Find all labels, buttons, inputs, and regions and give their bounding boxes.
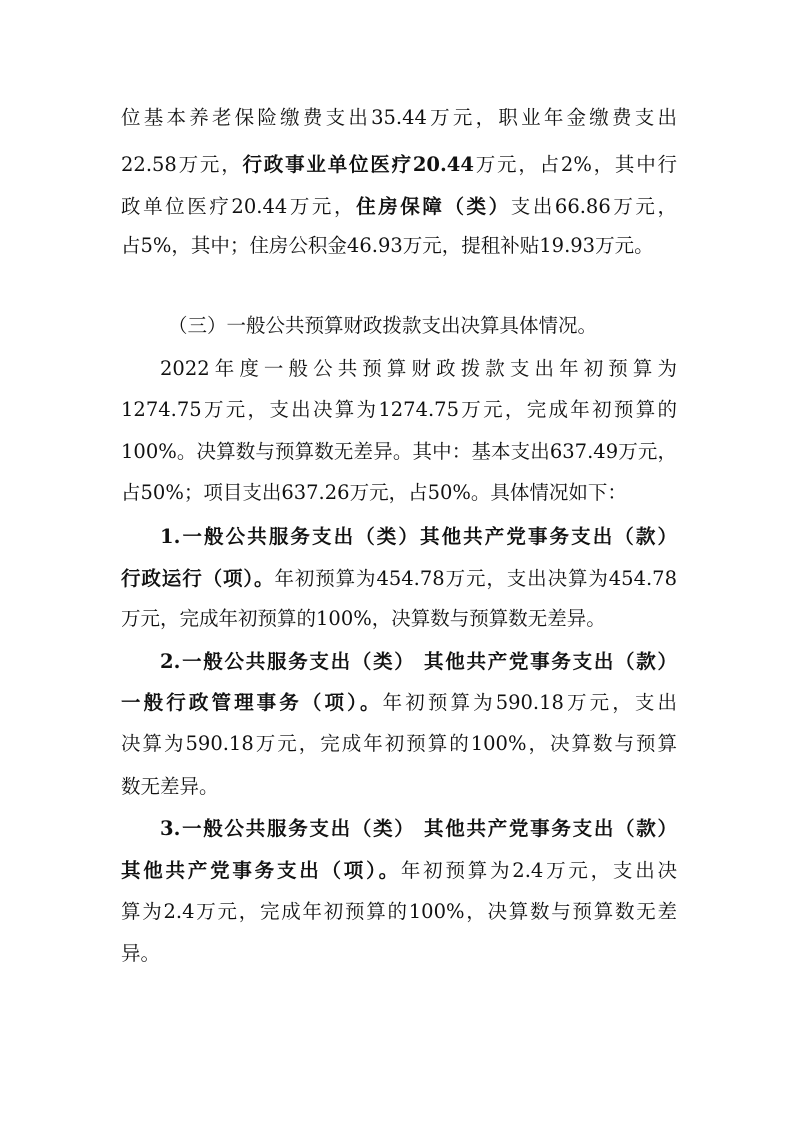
bold-text-span: 一般行政管理事务（项）。 bbox=[121, 691, 383, 714]
bold-text-span: 行政事业单位医疗20.44 bbox=[242, 153, 474, 176]
paragraph-line bbox=[121, 104, 677, 132]
item-heading: 2.一般公共服务支出（类） 其他共产党事务支出（款） bbox=[160, 650, 677, 673]
paragraph-line bbox=[121, 565, 677, 593]
text-span: 政单位医疗20.44万元， bbox=[121, 195, 357, 218]
paragraph-line: 异。 bbox=[121, 942, 161, 965]
text-span: 支出66.86万元， bbox=[510, 195, 677, 218]
paragraph-line: 数无差异。 bbox=[121, 775, 219, 798]
item-heading: 3.一般公共服务支出（类） 其他共产党事务支出（款） bbox=[160, 817, 677, 840]
paragraph-line: 1274.75万元，支出决算为1274.75万元，完成年初预算的 bbox=[121, 398, 677, 421]
text-span: 年初预算为590.18万元，支出 bbox=[382, 691, 677, 714]
bold-text-span: 行政运行（项）。 bbox=[121, 567, 275, 590]
bold-text-span: 其他共产党事务支出（项）。 bbox=[121, 859, 401, 882]
text-span: 万元，占2%，其中行 bbox=[473, 153, 678, 176]
text-span: 占5%，其中；住房公积金46.93万元，提租补贴19.93万元。 bbox=[121, 234, 654, 257]
paragraph-line: 100%。决算数与预算数无差异。其中：基本支出637.49万元， bbox=[121, 440, 677, 463]
text-span: 年初预算为2.4万元，支出决 bbox=[400, 859, 677, 882]
paragraph-line bbox=[121, 193, 677, 221]
item-heading: 1.一般公共服务支出（类）其他共产党事务支出（款） bbox=[160, 525, 677, 548]
paragraph-line bbox=[121, 689, 677, 717]
paragraph-line: 决算为590.18万元，完成年初预算的100%，决算数与预算 bbox=[121, 732, 677, 755]
paragraph-line: 占50%；项目支出637.26万元，占50%。具体情况如下： bbox=[121, 481, 627, 504]
text-span: 22.58万元， bbox=[121, 153, 243, 176]
paragraph-line: 万元，完成年初预算的100%，决算数与预算数无差异。 bbox=[121, 607, 606, 630]
bold-text-span: 住房保障（类） bbox=[356, 195, 511, 218]
paragraph-line bbox=[121, 232, 677, 260]
paragraph-line bbox=[121, 857, 677, 885]
paragraph-line: 算为2.4万元，完成年初预算的100%，决算数与预算数无差 bbox=[121, 900, 677, 923]
paragraph-line: 2022年度一般公共预算财政拨款支出年初预算为 bbox=[160, 357, 677, 380]
text-span: 位基本养老保险缴费支出35.44万元，职业年金缴费支出 bbox=[121, 106, 677, 129]
paragraph-line bbox=[121, 151, 677, 179]
section-heading: （三）一般公共预算财政拨款支出决算具体情况。 bbox=[168, 314, 598, 337]
text-span: 年初预算为454.78万元，支出决算为454.78 bbox=[274, 567, 677, 590]
